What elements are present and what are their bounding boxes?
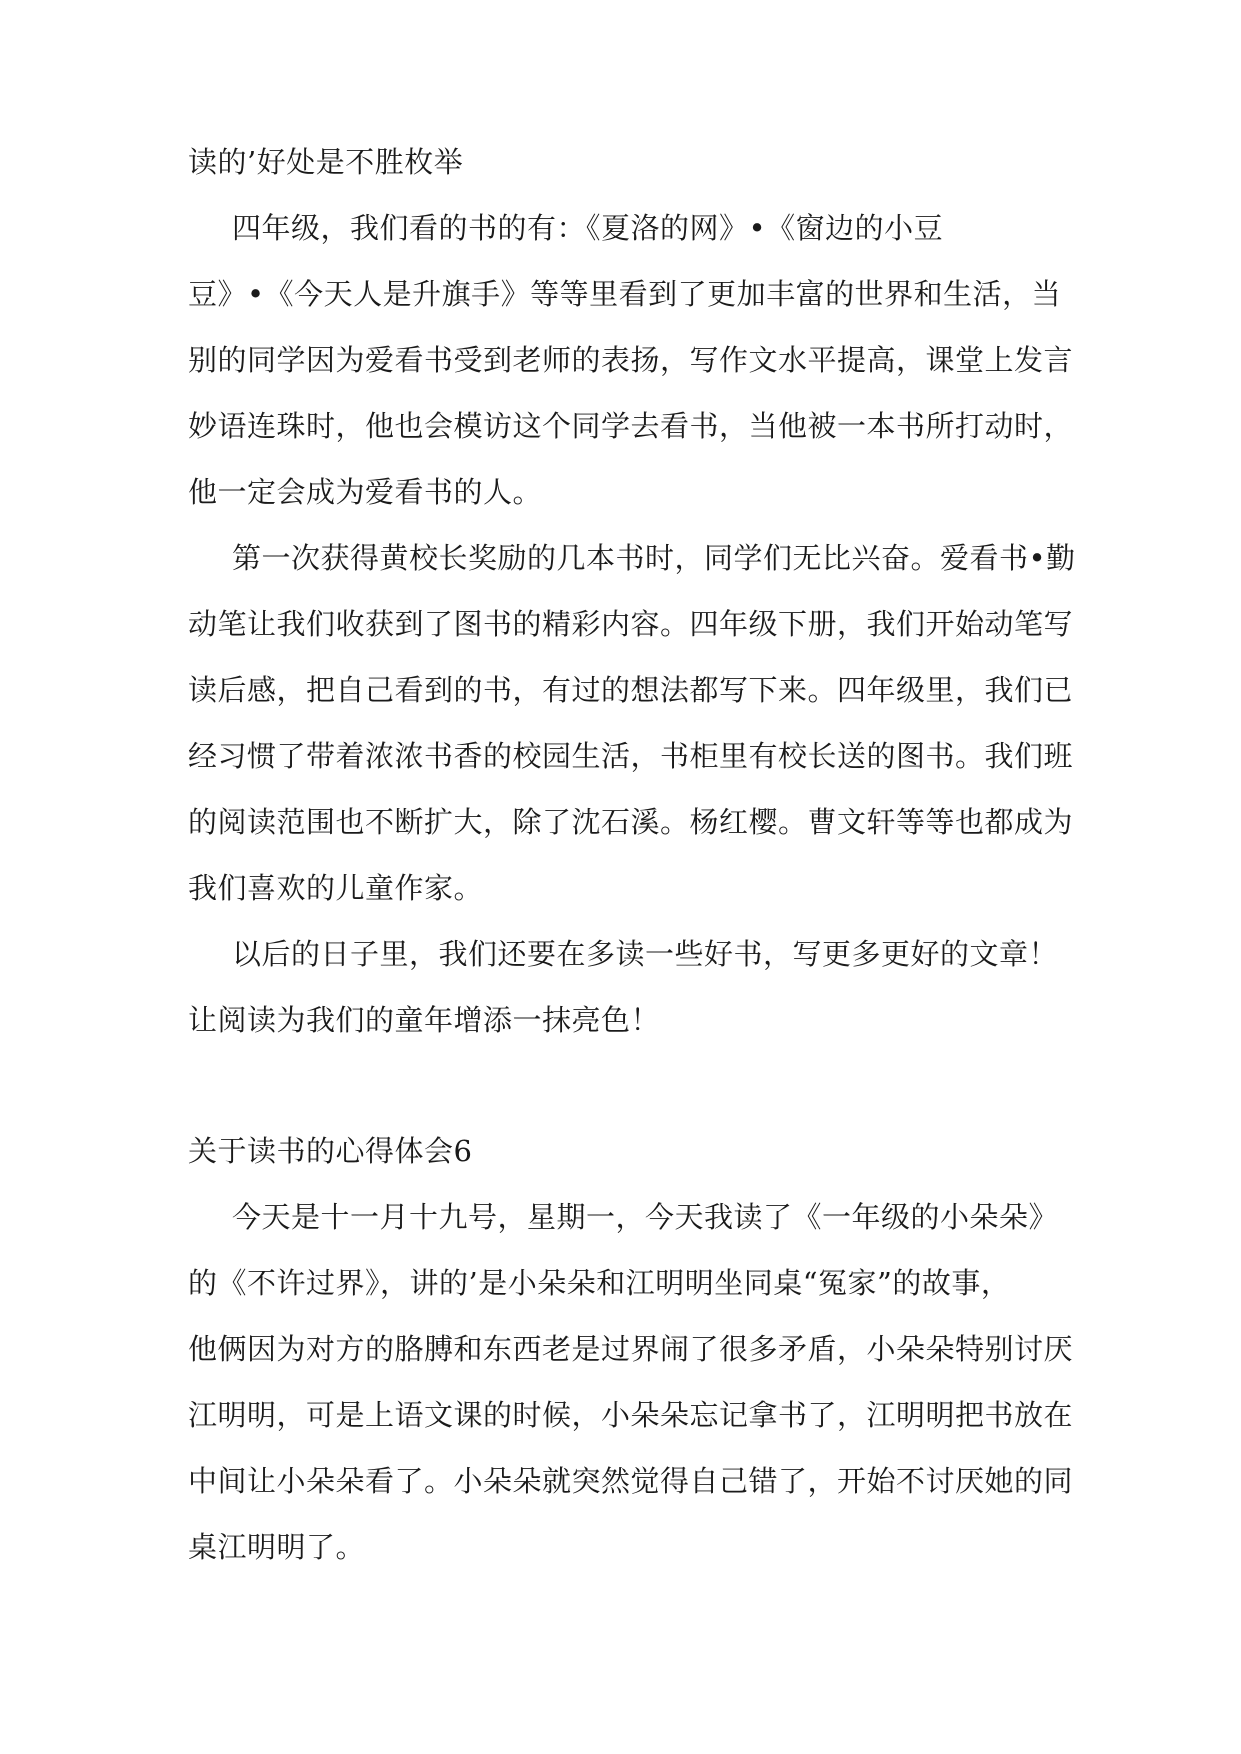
- paragraph-line: 以后的日子里，我们还要在多读一些好书，写更多更好的文章！: [232, 937, 1059, 971]
- paragraph-line: 妙语连珠时，他也会模访这个同学去看书，当他被一本书所打动时，: [188, 409, 1074, 443]
- paragraph-line: 别的同学因为爱看书受到老师的表扬，写作文水平提高，课堂上发言: [188, 343, 1074, 377]
- paragraph-line: 第一次获得黄校长奖励的几本书时，同学们无比兴奋。爱看书•勤: [232, 541, 1076, 575]
- section-1-heading: 读的’好处是不胜枚举: [188, 145, 464, 179]
- section-1: [188, 129, 1076, 1053]
- paragraph-4: [188, 1184, 1074, 1580]
- paragraph-line: 经习惯了带着浓浓书香的校园生活，书柜里有校长送的图书。我们班: [188, 739, 1074, 773]
- paragraph-line: 读后感，把自己看到的书，有过的想法都写下来。四年级里，我们已: [188, 673, 1074, 707]
- paragraph-line: 的阅读范围也不断扩大，除了沈石溪。杨红樱。曹文轩等等也都成为: [188, 805, 1074, 839]
- paragraph-line: 今天是十一月十九号，星期一，今天我读了《一年级的小朵朵》: [232, 1200, 1059, 1234]
- paragraph-line: 豆》•《今天人是升旗手》等等里看到了更加丰富的世界和生活，当: [188, 277, 1062, 311]
- paragraph-line: 四年级，我们看的书的有：《夏洛的网》•《窗边的小豆: [232, 211, 944, 245]
- paragraph-line: 他俩因为对方的胳膊和东西老是过界闹了很多矛盾，小朵朵特别讨厌: [188, 1332, 1074, 1366]
- paragraph-line: 动笔让我们收获到了图书的精彩内容。四年级下册，我们开始动笔写: [188, 607, 1074, 641]
- paragraph-line: 让阅读为我们的童年增添一抹亮色！: [188, 1003, 661, 1037]
- paragraph-1: [188, 195, 1074, 525]
- section-2-heading: 关于读书的心得体会6: [188, 1134, 473, 1168]
- paragraph-line: 我们喜欢的儿童作家。: [188, 871, 484, 905]
- paragraph-line: 桌江明明了。: [188, 1530, 366, 1564]
- paragraph-line: 他一定会成为爱看书的人。: [188, 475, 543, 509]
- paragraph-2: [188, 525, 1076, 921]
- paragraph-line: 的《不许过界》，讲的’是小朵朵和江明明坐同桌“冤家”的故事，: [188, 1266, 1011, 1300]
- paragraph-line: 江明明，可是上语文课的时候，小朵朵忘记拿书了，江明明把书放在: [188, 1398, 1074, 1432]
- paragraph-line: 中间让小朵朵看了。小朵朵就突然觉得自己错了，开始不讨厌她的同: [188, 1464, 1074, 1498]
- section-2: [188, 1118, 1074, 1580]
- paragraph-3: [188, 921, 1068, 1053]
